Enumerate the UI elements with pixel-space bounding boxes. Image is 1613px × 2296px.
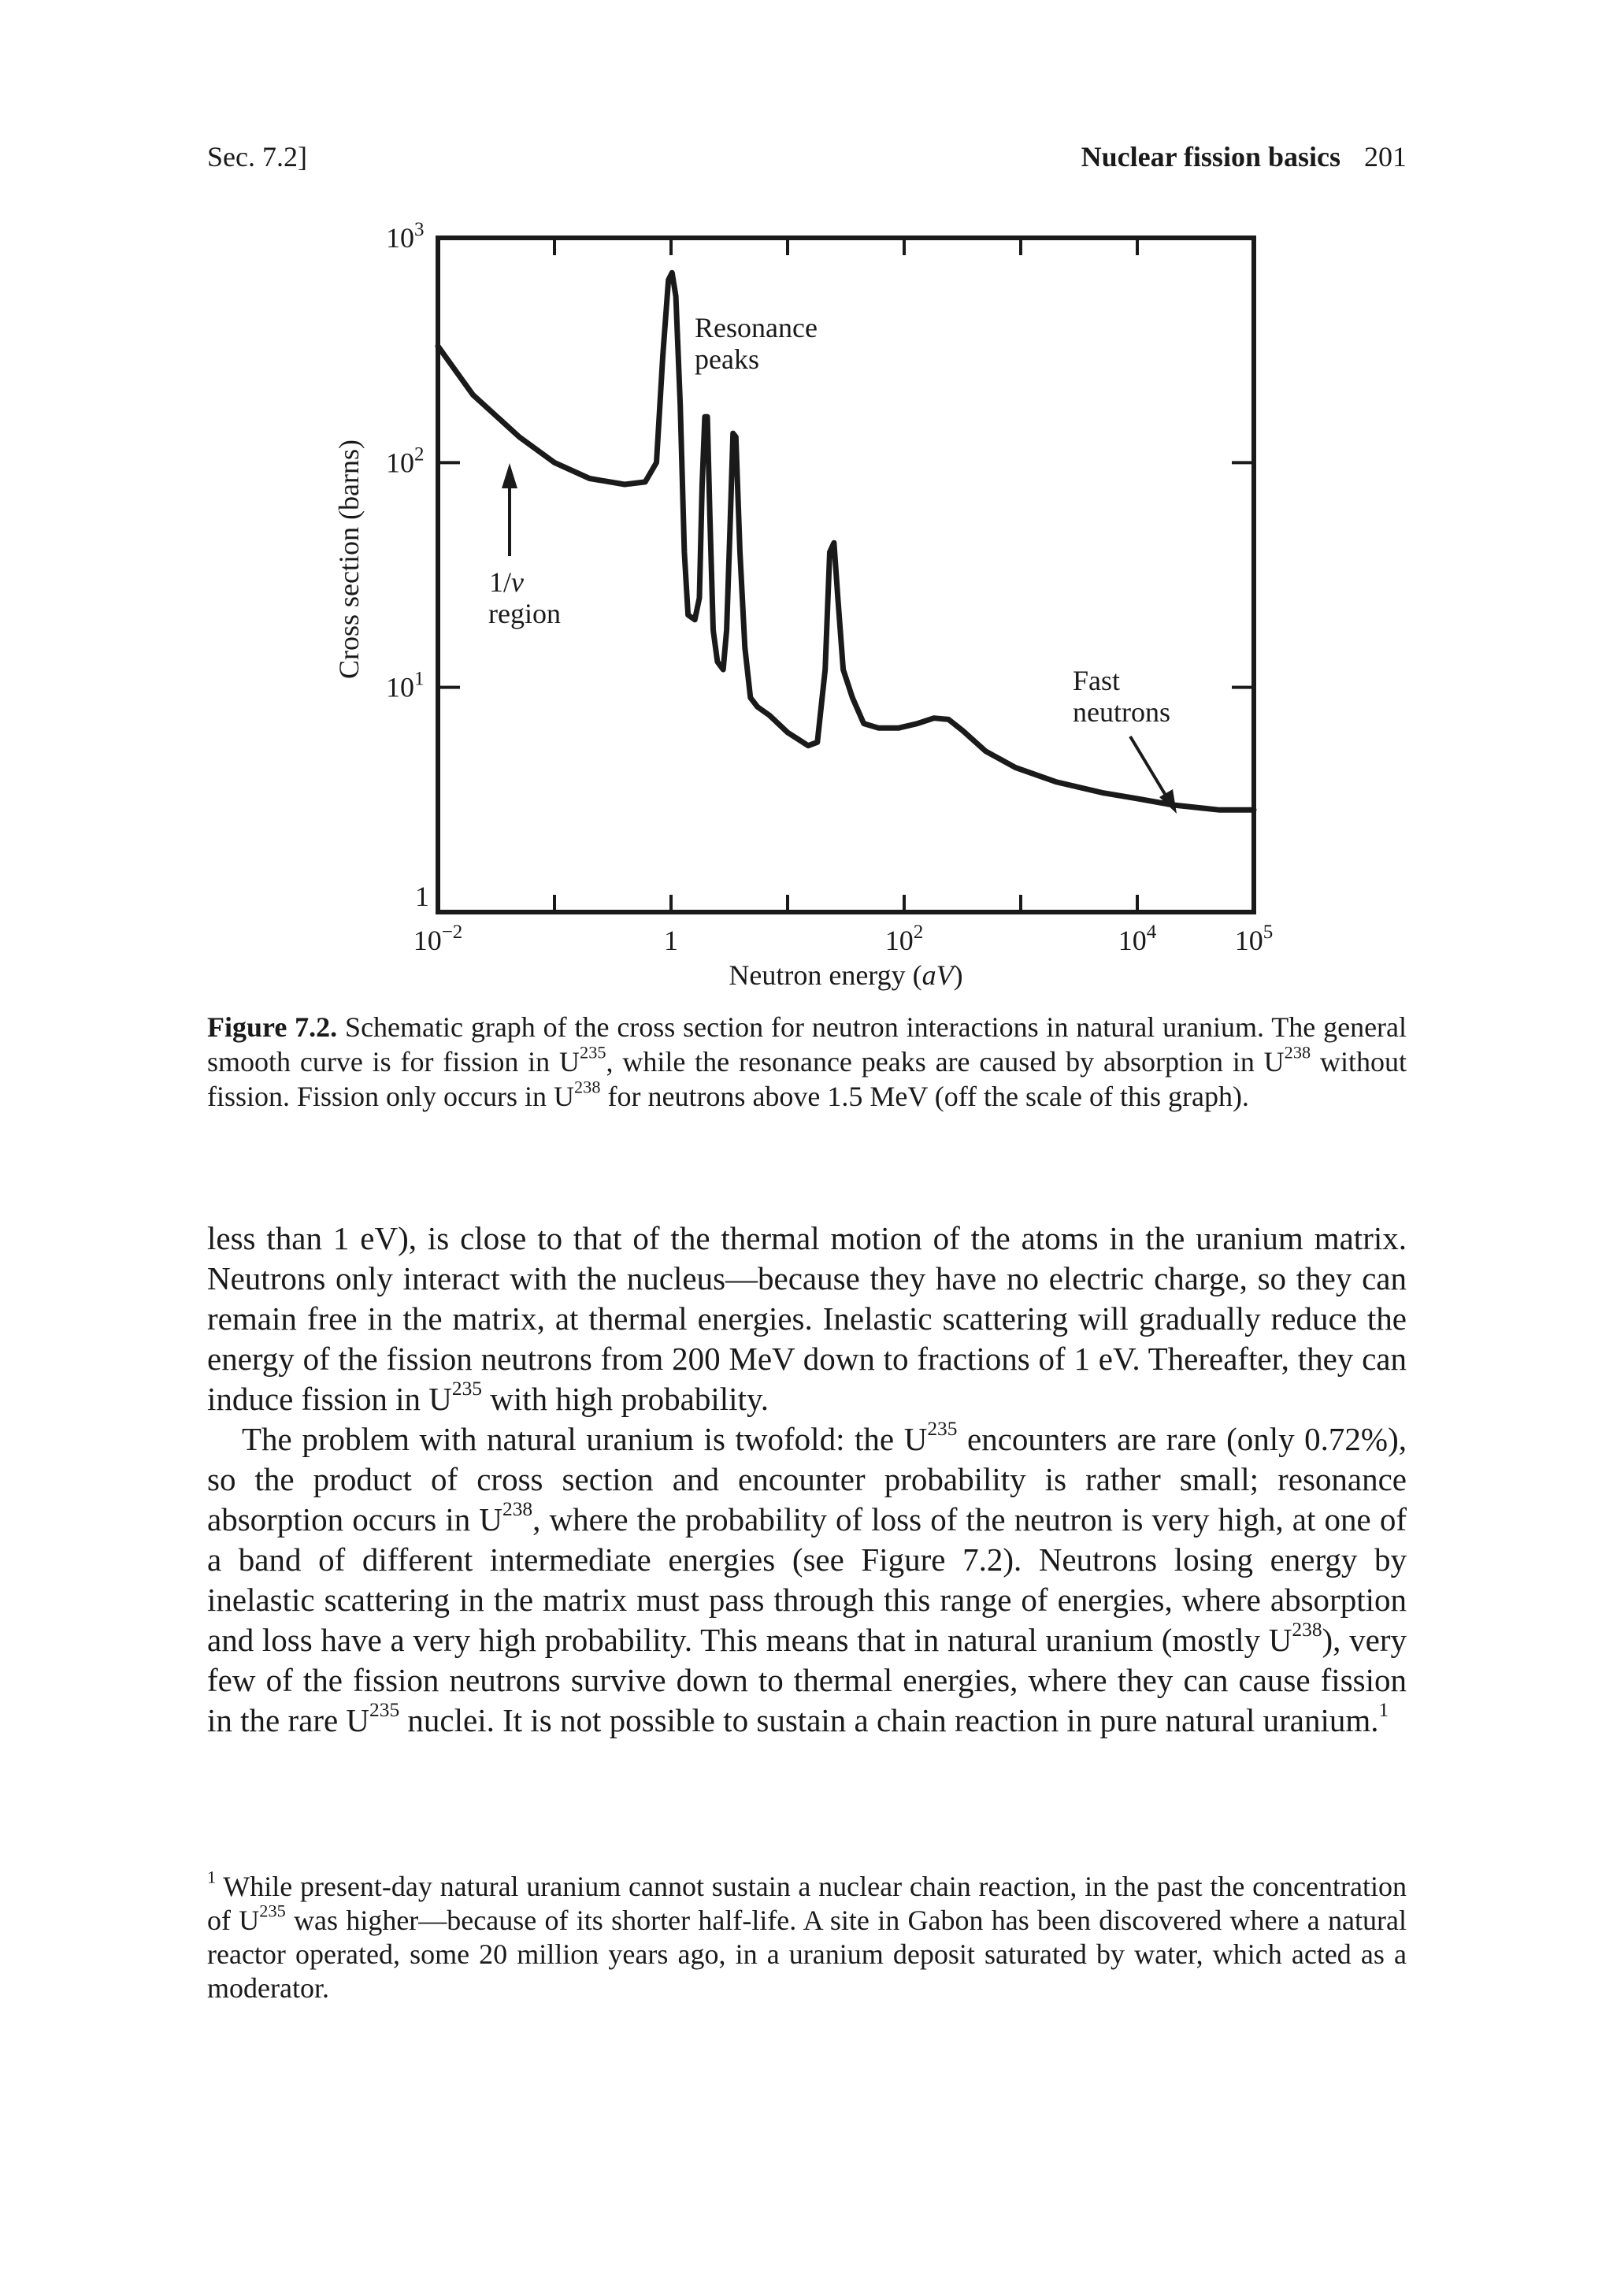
- text-run: The problem with natural uranium is twofold: the U: [242, 1421, 928, 1457]
- caption-text: , while the resonance peaks are caused by absorption in U: [606, 1046, 1285, 1078]
- running-head-section: Sec. 7.2]: [207, 141, 307, 172]
- superscript: 235: [451, 1377, 482, 1400]
- text-run: with high probability.: [482, 1381, 769, 1417]
- x-axis-label: Neutron energy (aV): [729, 959, 963, 991]
- x-tick-label: $10^5$: [1234, 922, 1274, 956]
- footnote-reference[interactable]: 1: [1378, 1698, 1389, 1721]
- y-tick-label: $10^3$: [386, 219, 425, 254]
- footnote-text: was higher—because of its shorter half-life. A site in Gabon has been discovered where a natural reactor operated, some 20 million years ago, in a uranium deposit saturated by water, which acted as a moderator.: [207, 1905, 1407, 2004]
- superscript: 238: [1292, 1618, 1322, 1641]
- x-ticks: [413, 238, 1274, 956]
- superscript: 235: [927, 1417, 958, 1440]
- paragraph-2: [207, 1419, 1407, 1741]
- annotation-1-over-v: 1/v region: [488, 566, 561, 629]
- footnote: [207, 1867, 1407, 2005]
- text-run: , where the probability of loss of the neutron is very high, at one of a band of different intermediate energies (see Figure 7.2). Neutrons losing energy by inelastic scattering in the matrix must pass through this range of energies, where absorption and loss have a very high probability. This means that in natural uranium (mostly U: [207, 1501, 1407, 1658]
- footnote-text: While present-day natural uranium cannot sustain a nuclear chain reaction, in the past the concentration of U: [207, 1871, 1407, 1936]
- x-tick-label: $10^2$: [884, 922, 924, 956]
- text-run: ), very few of the fission neutrons survive down to thermal energies, where they can cause fission in the rare U: [207, 1622, 1407, 1738]
- caption-label: Figure 7.2.: [207, 1011, 338, 1043]
- superscript: 235: [580, 1042, 606, 1063]
- superscript: 238: [1284, 1042, 1311, 1063]
- text-run: less than 1 eV), is close to that of the thermal motion of the atoms in the uranium matrix. Neutrons only interact with the nucleus—because they have no electric charge, so they can remain free in the matrix, at thermal energies. Inelastic scattering will gradually reduce the energy of the fission neutrons from 200 MeV down to fractions of 1 eV. Thereafter, they can induce fission in U: [207, 1220, 1407, 1417]
- page-number: 201: [1364, 141, 1407, 172]
- arrow-1-over-v: [502, 463, 517, 556]
- paragraph-1: [207, 1218, 1407, 1419]
- y-tick-label: 1: [415, 881, 429, 912]
- text-run: encounters are rare (only 0.72%), so the product of cross section and encounter probability is rather small; resonance absorption occurs in U: [207, 1421, 1407, 1537]
- caption-text: without fission. Fission only occurs in U: [207, 1046, 1407, 1112]
- annotation-resonance-peaks: Resonance peaks: [695, 312, 818, 375]
- caption-text: for neutrons above 1.5 MeV (off the scale of this graph).: [600, 1081, 1249, 1112]
- cross-section-chart: [0, 0, 1613, 1000]
- x-tick-label: 1: [664, 925, 678, 956]
- plot-frame: [438, 238, 1254, 912]
- y-tick-label: $10^1$: [386, 668, 425, 703]
- x-tick-label: $10^{-2}$: [413, 922, 463, 956]
- x-tick-label: $10^4$: [1118, 922, 1157, 956]
- caption-text: Schematic graph of the cross section for neutron interactions in natural uranium. The general smooth curve is for fission in U: [207, 1011, 1407, 1078]
- superscript: 238: [574, 1077, 601, 1097]
- y-axis-label: Cross section (barns): [333, 440, 365, 679]
- figure-caption: [207, 1010, 1407, 1114]
- superscript: 235: [259, 1901, 286, 1921]
- footnote-mark: 1: [207, 1867, 217, 1887]
- superscript: 235: [369, 1698, 400, 1721]
- annotation-fast-neutrons: Fast neutrons: [1073, 665, 1170, 728]
- chapter-title: Nuclear fission basics: [1081, 141, 1340, 172]
- text-run: nuclei. It is not possible to sustain a chain reaction in pure natural uranium.: [399, 1702, 1379, 1738]
- y-tick-label: $10^2$: [386, 443, 425, 479]
- body-text: [207, 1218, 1407, 1741]
- superscript: 238: [502, 1497, 533, 1520]
- cross-section-curve: [438, 273, 1254, 810]
